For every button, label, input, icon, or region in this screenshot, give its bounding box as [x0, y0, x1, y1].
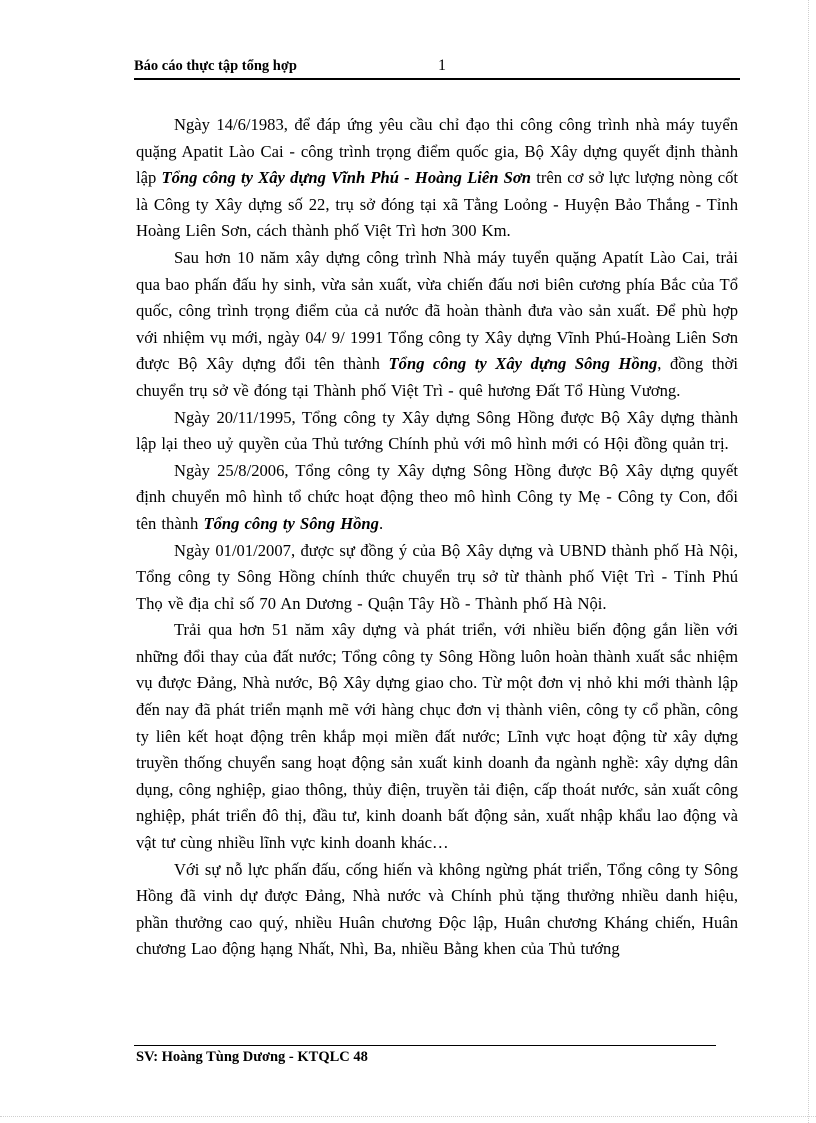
- paragraph: [136, 405, 738, 458]
- paragraph: [136, 538, 738, 618]
- page-footer: SV: Hoàng Tùng Dương - KTQLC 48: [136, 1049, 368, 1065]
- paragraph-text: Ngày 14/6/1983, để đáp ứng yêu cầu chỉ đạo thi công công trình nhà máy tuyển quặng Apatit Lào Cai - công trình trọng điểm quốc gia, Bộ Xây dựng quyết định thành lập: [136, 115, 738, 188]
- paragraph-text: Ngày 20/11/1995, Tổng công ty Xây dựng Sông Hồng được Bộ Xây dựng thành lập lại theo uỷ quyền của Thủ tướng Chính phủ với mô hình mới có Hội đồng quản trị.: [136, 407, 738, 454]
- paragraph-text: , đồng thời chuyển trụ sở về đóng tại Thành phố Việt Trì - quê hương Đất Tổ Hùng Vương.: [136, 354, 738, 400]
- paragraph: [136, 857, 738, 963]
- page-edge-right: [808, 0, 809, 1123]
- paragraph-text: trên cơ sở lực lượng nòng cốt là Công ty Xây dựng số 22, trụ sở đóng tại xã Tằng Loỏng - Huyện Bảo Thắng - Tỉnh Hoàng Liên Sơn, cách thành phố Việt Trì hơn 300 Km.: [136, 168, 738, 241]
- document-body: [136, 112, 738, 963]
- page-header: [134, 58, 740, 80]
- page-edge-bottom: [0, 1116, 816, 1117]
- paragraph: [136, 617, 738, 856]
- footer-divider: [134, 1045, 716, 1046]
- company-name-emphasis: Tổng công ty Sông Hồng: [203, 513, 379, 533]
- paragraph: [136, 458, 738, 538]
- paragraph: [136, 112, 738, 245]
- header-title: Báo cáo thực tập tổng hợp: [134, 58, 297, 74]
- company-name-emphasis: Tổng công ty Xây dựng Sông Hồng: [388, 354, 658, 374]
- paragraph-text: Sau hơn 10 năm xây dựng công trình Nhà máy tuyển quặng Apatít Lào Cai, trải qua bao phấn đấu hy sinh, vừa sản xuất, vừa chiến đấu nơi biên cương phía Bắc của Tổ quốc, công trình trọng điểm của cả nước đã hoàn thành đưa vào sản xuất. Để phù hợp với nhiệm vụ mới, ngày 04/ 9/ 1991 Tổng công ty Xây dựng Vĩnh Phú-Hoàng Liên Sơn được Bộ Xây dựng đổi tên thành: [136, 247, 738, 374]
- paragraph-text: Với sự nỗ lực phấn đấu, cống hiến và không ngừng phát triển, Tổng công ty Sông Hồng đã vinh dự được Đảng, Nhà nước và Chính phủ tặng thưởng nhiều danh hiệu, phần thưởng cao quý, nhiều Huân chương Độc lập, Huân chương Kháng chiến, Huân chương Lao động hạng Nhất, Nhì, Ba, nhiều Bằng khen của Thủ tướng: [136, 859, 738, 959]
- paragraph-text: .: [378, 513, 384, 533]
- paragraph-text: Trải qua hơn 51 năm xây dựng và phát triển, với nhiều biến động gắn liền với những đổi thay của đất nước; Tổng công ty Sông Hồng luôn hoàn thành xuất sắc nhiệm vụ được Đảng, Nhà nước, Bộ Xây dựng giao cho. Từ một đơn vị nhỏ khi mới thành lập đến nay đã phát triển mạnh mẽ với hàng chục đơn vị thành viên, công ty cổ phần, công ty liên kết hoạt động trên khắp mọi miền đất nước; Lĩnh vực hoạt động từ xây dựng truyền thống chuyển sang hoạt động sản xuất kinh doanh đa ngành nghề: xây dựng dân dụng, công nghiệp, giao thông, thủy điện, truyền tải điện, cấp thoát nước, sản xuất công nghiệp, phát triển đô thị, đầu tư, kinh doanh bất động sản, xuất nhập khẩu lao động và vật tư cùng nhiều lĩnh vực kinh doanh khác…: [136, 620, 738, 853]
- company-name-emphasis: Tổng công ty Xây dựng Vĩnh Phú - Hoàng Liên Sơn: [161, 168, 532, 188]
- paragraph: [136, 245, 738, 405]
- paragraph-text: Ngày 01/01/2007, được sự đồng ý của Bộ Xây dựng và UBND thành phố Hà Nội, Tổng công ty Sông Hồng chính thức chuyển trụ sở từ thành phố Việt Trì - Tỉnh Phú Thọ về địa chỉ số 70 An Dương - Quận Tây Hồ - Thành phố Hà Nội.: [136, 540, 738, 613]
- page-number: 1: [438, 57, 446, 74]
- paragraph-text: Ngày 25/8/2006, Tổng công ty Xây dựng Sông Hồng được Bộ Xây dựng quyết định chuyển mô hình tổ chức hoạt động theo mô hình Công ty Mẹ - Công ty Con, đổi tên thành: [136, 460, 738, 533]
